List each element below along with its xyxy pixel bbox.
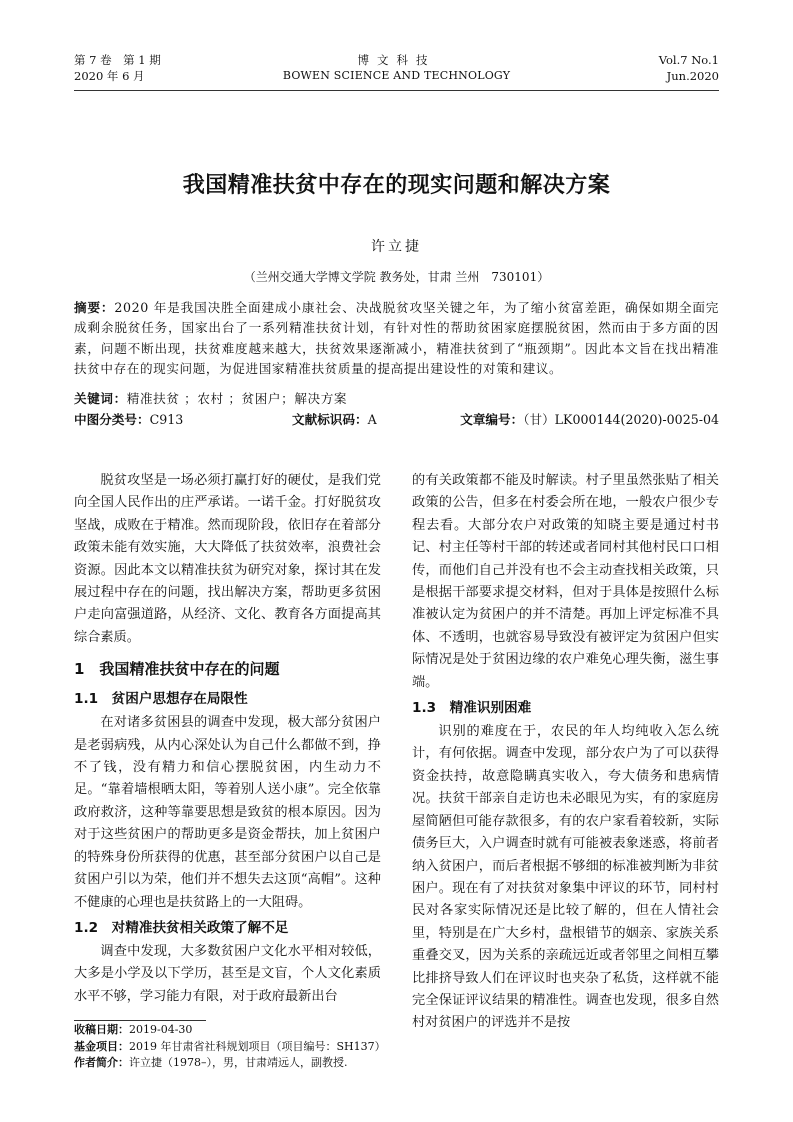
header-rule [74,90,719,91]
journal-name-en: BOWEN SCIENCE AND TECHNOLOGY [282,69,511,82]
id-label: 文章编号： [460,412,524,427]
paragraph-1-1: 在对诸多贫困县的调查中发现，极大部分贫困户是老弱病残，从内心深处认为自己什么都做不到，挣不了钱，没有精力和信心摆脱贫困，内生动力不足。“靠着墙根晒太阳，等着别人送小康”。完全依靠政府救济，这种等靠要思想是致贫的根本原因。因为对于这些贫困户的帮助更多是资金帮扶，加上贫困户的特殊身份所获得的优惠，甚至部分贫困户以自己是贫困户引以为荣，他们并不想失去这顶“高帽”。这种不健康的心理也是扶贫路上的一大阻碍。 [74,715,381,910]
paragraph-1-2-continued: 的有关政策都不能及时解读。村子里虽然张贴了相关政策的公告，但多在村委会所在地，一般农户很少专程去看。大部分农户对政策的知晓主要是通过村书记、村主任等村干部的转述或者同村其他村民口口相传，而他们自己并没有也不会主动查找相关政策，只是根据干部要求提交材料，但对于具体是按照什么标准被认定为贫困户的并不清楚。再加上评定标准不具体、不透明，也就容易导致没有被评定为贫困户但实际情况是处于贫困边缘的农户难免心理失衡，滋生事端。 [412,473,719,690]
paragraph-1-2-start: 调查中发现，大多数贫困户文化水平相对较低，大多是小学及以下学历，甚至是文盲，个人文化素质水平不够，学习能力有限，对于政府最新出台 [74,943,381,1004]
body-column-right [412,470,719,1035]
classification-line [74,410,719,430]
keywords-text: 精准扶贫 ；农村 ；贫困户；解决方案 [126,391,348,406]
journal-name [74,52,719,84]
running-header [74,52,719,92]
abstract-label: 摘要： [74,300,115,315]
abstract [74,298,719,379]
article-title: 我国精准扶贫中存在的现实问题和解决方案 [182,172,611,198]
author-bio [74,1055,386,1072]
bio-value: 许立捷（1978–），男，甘肃靖远人，副教授. [129,1056,348,1069]
article-id [460,410,719,430]
volume-issue: 第 7 卷 第 1 期 [74,53,161,67]
subsection-heading-1-2: 1.2 对精准扶贫相关政策了解不足 [74,919,289,936]
received-value: 2019-04-30 [129,1023,193,1036]
section-heading-1: 1 我国精准扶贫中存在的问题 [74,660,280,679]
paragraph-1-3: 识别的难度在于，农民的年人均纯收入怎么统计，有何依据。调查中发现，部分农户为了可以获得资金扶持，故意隐瞒真实收入，夸大债务和患病情况。扶贫干部亲自走访也未必眼见为实，有的家庭房屋简陋但可能存款很多，有的农户家看着较新，实际债务巨大，入户调查时就有可能被表象迷惑，将前者纳入贫困户，而后者根据不够细的标准被判断为非贫困户。现在有了对扶贫对象集中评议的环节，同村村民对各家实际情况还是比较了解的，但在人情社会里，特别是在广大乡村，盘根错节的姻亲、家族关系重叠交叉，因为关系的亲疏远近或者邻里之间相互攀比排挤导致人们在评议时也夹杂了私货，这样就不能完全保证评议结果的精准性。调查也发现，很多自然村对贫困户的评选并不是按 [412,724,719,1031]
abstract-text: 2020 年是我国决胜全面建成小康社会、决战脱贫攻坚关键之年，为了缩小贫富差距，确保如期全面完成剩余脱贫任务，国家出台了一系列精准扶贫计划，有针对性的帮助贫困家庭摆脱贫困，然而由于多方面的因素，问题不断出现，扶贫难度越来越大，扶贫效果逐渐减小，精准扶贫到了“瓶颈期”。因此本文旨在找出精准扶贫中存在的现实问题，为促进国家精准扶贫质量的提高提出建设性的对策和建议。 [74,300,719,376]
received-label: 收稿日期： [74,1023,129,1036]
volume-issue-en: Vol.7 No.1 [658,53,719,67]
doc-label: 文献标识码： [292,412,368,427]
body-column-left [74,470,381,1008]
doc-value: A [367,412,377,427]
clc-number [74,410,183,430]
author-affiliation: （兰州交通大学博文学院 教务处，甘肃 兰州 730101） [243,270,550,284]
article-author: 许立捷 [371,239,422,255]
id-value: （甘）LK000144(2020)-0025-04 [523,412,719,427]
fund-value: 2019 年甘肃省社科规划项目（项目编号：SH137） [129,1039,386,1053]
fund-label: 基金项目： [74,1039,129,1053]
clc-label: 中图分类号： [74,412,150,427]
fund-project [74,1039,386,1056]
bio-label: 作者简介： [74,1056,129,1069]
intro-paragraph: 脱贫攻坚是一场必须打赢打好的硬仗，是我们党向全国人民作出的庄严承诺。一诺千金。打好脱贫攻坚战，成败在于精准。然而现阶段，依旧存在着部分政策未能有效实施，大大降低了扶贫效率，浪费社会资源。因此本文以精准扶贫为研究对象，探讨其在发展过程中存在的问题，找出解决方案，帮助更多贫困户走向富强道路，从经济、文化、教育各方面提高其综合素质。 [74,473,381,645]
footnote-rule [74,1020,206,1021]
clc-value: C913 [149,412,184,427]
subsection-heading-1-1: 1.1 贫困户思想存在局限性 [74,691,248,708]
issue-date-en: Jun.2020 [666,69,719,83]
keywords-label: 关键词： [74,391,127,406]
keywords [74,389,719,409]
issue-date: 2020 年 6 月 [74,69,145,83]
subsection-heading-1-3: 1.3 精准识别困难 [412,700,532,717]
footnotes [74,1022,386,1072]
doc-code [292,410,377,430]
received-date [74,1022,386,1039]
journal-issue-en [659,52,719,84]
journal-name-cn: 博文科技 [357,53,436,67]
